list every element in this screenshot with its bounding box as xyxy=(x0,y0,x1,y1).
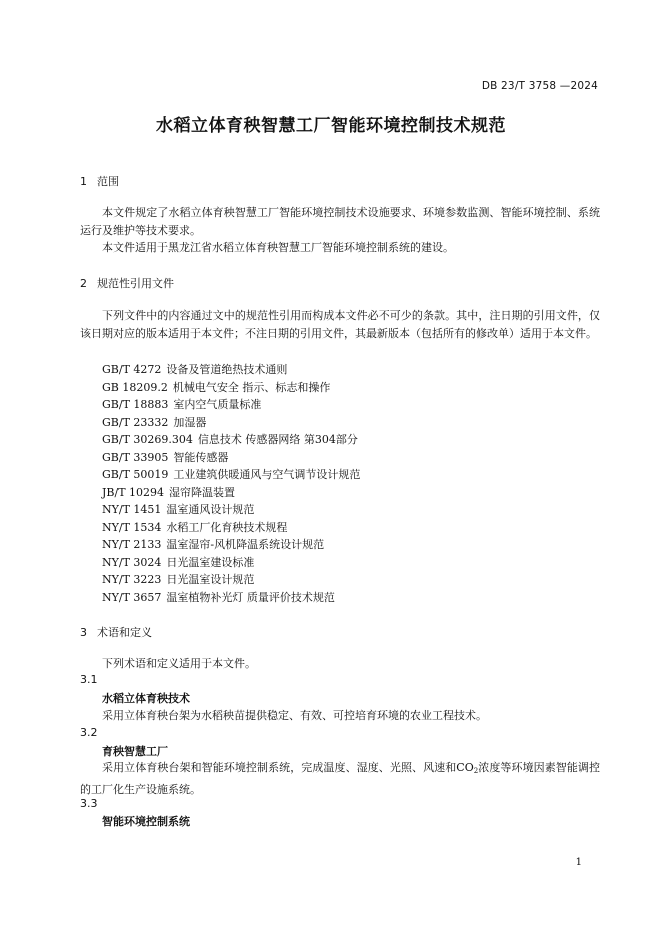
reference-name: 智能传感器 xyxy=(173,450,229,464)
reference-item xyxy=(102,414,206,430)
section-heading-terms xyxy=(80,624,152,640)
reference-name: 工业建筑供暖通风与空气调节设计规范 xyxy=(173,468,361,481)
section-number: 1 xyxy=(80,175,87,188)
reference-code: GB/T 23332 xyxy=(102,415,169,429)
reference-code: NY/T 2133 xyxy=(102,538,162,551)
section-title: 规范性引用文件 xyxy=(97,277,174,290)
reference-code: NY/T 3223 xyxy=(102,573,162,586)
term-name: 智能环境控制系统 xyxy=(102,815,190,828)
reference-name: 加湿器 xyxy=(173,415,207,429)
terms-intro-paragraph: 下列术语和定义适用于本文件。 xyxy=(102,657,256,670)
normative-intro-paragraph: 下列文件中的内容通过文中的规范性引用而构成本文件必不可少的条款。其中，注日期的引用文件，仅该日期对应的版本适用于本文件；不注日期的引用文件，其最新版本（包括所有的修改单）适用于本文件。 xyxy=(80,309,600,340)
reference-item xyxy=(102,571,254,587)
term-definition: 采用立体育秧台架为水稻秧苗提供稳定、有效、可控培育环境的农业工程技术。 xyxy=(102,709,487,722)
reference-code: NY/T 1451 xyxy=(102,503,162,516)
subscript-two: 2 xyxy=(473,767,479,775)
reference-code: JB/T 10294 xyxy=(102,485,165,499)
section-number: 2 xyxy=(80,277,87,290)
reference-item xyxy=(102,396,261,412)
term-name: 育秧智慧工厂 xyxy=(102,745,168,758)
scope-paragraph-2: 本文件适用于黑龙江省水稻立体育秧智慧工厂智能环境控制系统的建设。 xyxy=(102,241,454,254)
reference-item xyxy=(102,466,360,482)
section-heading-scope xyxy=(80,173,119,189)
term-number: 3.2 xyxy=(80,726,98,739)
term-number: 3.1 xyxy=(80,673,98,686)
reference-name: 温室通风设计规范 xyxy=(166,503,255,516)
document-title: 水稻立体育秧智慧工厂智能环境控制技术规范 xyxy=(156,116,506,136)
section-number: 3 xyxy=(80,626,87,639)
section-title: 术语和定义 xyxy=(97,626,152,639)
term-name: 水稻立体育秧技术 xyxy=(102,692,190,705)
reference-name: 水稻工厂化育秧技术规程 xyxy=(166,520,288,534)
reference-name: 日光温室设计规范 xyxy=(166,573,255,586)
reference-code: NY/T 1534 xyxy=(102,520,162,534)
reference-name: 湿帘降温装置 xyxy=(169,485,236,499)
reference-name: 室内空气质量标准 xyxy=(173,398,262,411)
reference-name: 日光温室建设标准 xyxy=(166,555,255,569)
reference-code: GB/T 33905 xyxy=(102,450,169,464)
reference-item xyxy=(102,379,330,395)
page-number: 1 xyxy=(575,857,582,868)
reference-code: NY/T 3657 xyxy=(102,590,162,604)
reference-code: GB/T 4272 xyxy=(102,363,162,376)
reference-name: 温室湿帘-风机降温系统设计规范 xyxy=(166,538,325,551)
reference-item xyxy=(102,449,228,465)
reference-name: 设备及管道绝热技术通则 xyxy=(166,363,288,376)
reference-code: GB/T 18883 xyxy=(102,398,169,411)
document-number: DB 23/T 3758 —2024 xyxy=(481,80,598,92)
reference-item xyxy=(102,484,235,500)
term-definition-part: 浓度等环境因素智能调控的工厂化生产设施系统。 xyxy=(80,761,600,796)
scope-paragraph-1: 本文件规定了水稻立体育秧智慧工厂智能环境控制技术设施要求、环境参数监测、智能环境控制、系统运行及维护等技术要求。 xyxy=(80,206,600,237)
term-definition-part: 采用立体育秧台架和智能环境控制系统，完成温度、湿度、光照、风速和CO xyxy=(102,761,474,774)
section-heading-normative xyxy=(80,275,174,291)
term-number: 3.3 xyxy=(80,797,98,810)
term-definition xyxy=(80,759,600,798)
reference-name: 机械电气安全 指示、标志和操作 xyxy=(172,380,331,394)
section-title: 范围 xyxy=(97,175,119,188)
reference-item xyxy=(102,536,324,552)
reference-code: GB 18209.2 xyxy=(102,380,168,394)
reference-item xyxy=(102,554,254,570)
reference-item xyxy=(102,431,358,447)
reference-item xyxy=(102,589,335,605)
reference-code: GB/T 30269.304 xyxy=(102,433,193,446)
reference-code: GB/T 50019 xyxy=(102,468,169,481)
reference-item xyxy=(102,501,254,517)
reference-item xyxy=(102,361,287,377)
reference-name: 温室植物补光灯 质量评价技术规范 xyxy=(166,590,335,604)
reference-name: 信息技术 传感器网络 第304部分 xyxy=(197,433,358,446)
reference-code: NY/T 3024 xyxy=(102,555,162,569)
reference-item xyxy=(102,519,287,535)
